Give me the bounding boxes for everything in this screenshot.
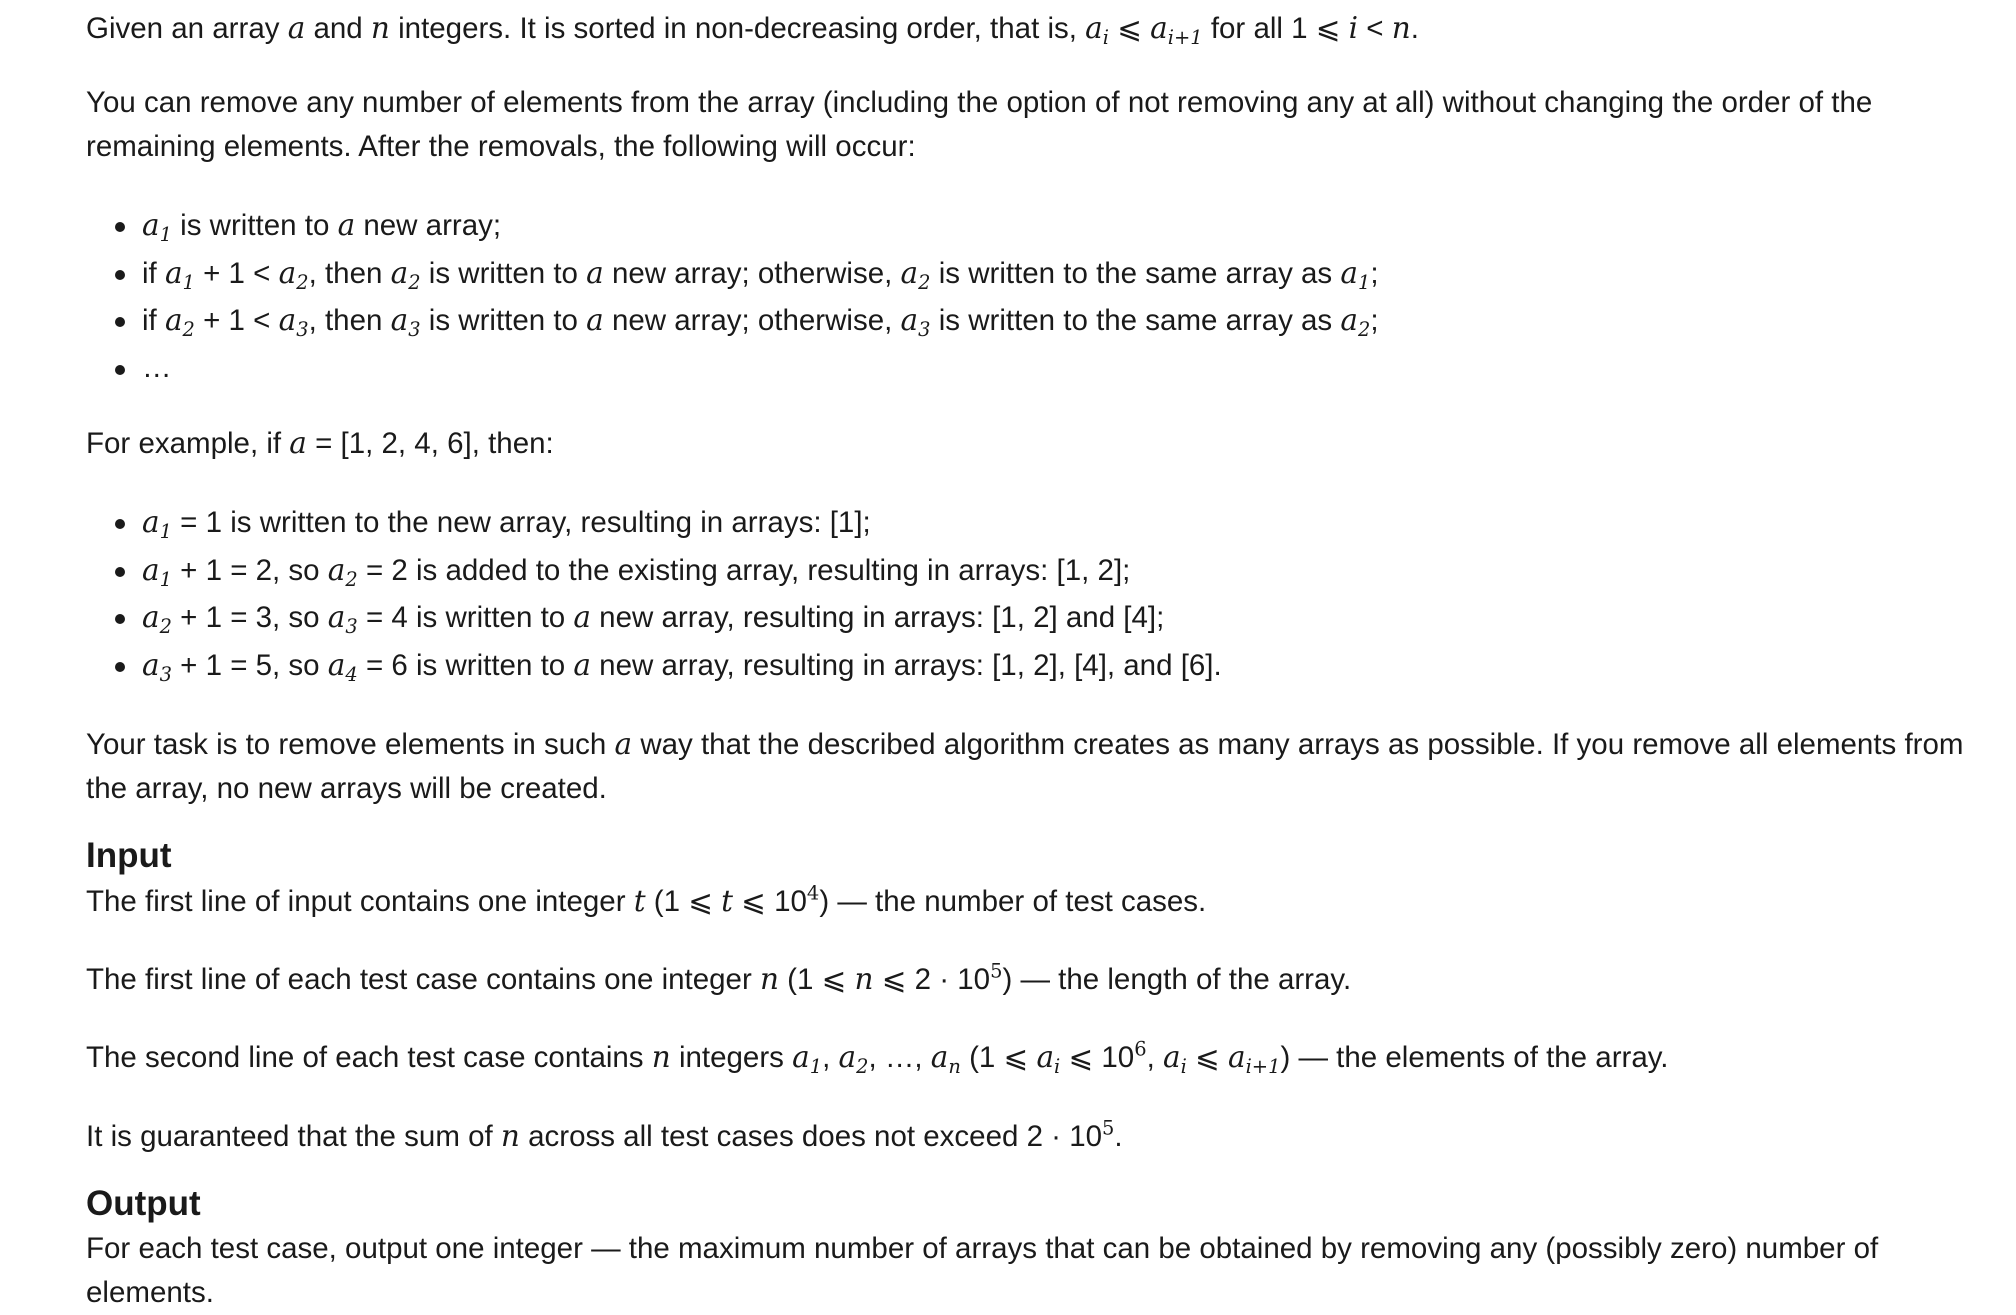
input-line-sum: It is guaranteed that the sum of n across all test cases does not exceed $2 \cdot 10^5$. [86, 1116, 1123, 1153]
example-lead: For example, if a = [1, 2, 4, 6], then: [86, 426, 554, 460]
intro-paragraph-1: Given an array a and n integers. It is sorted in non-decreasing order, that is, $a_i$ ⩽ $a_{i+1}$ for all 1 ⩽ i < n. [86, 11, 1419, 50]
example-step: $a_1 + 1 = 2$, so $a_2 = 2$ is added to the existing array, resulting in arrays: [1, 2]; [142, 547, 1996, 595]
rule-item: … [142, 345, 1996, 392]
output-heading: Output [86, 1184, 201, 1223]
example-step: $a_2 + 1 = 3$, so $a_3 = 4$ is written to a new array, resulting in arrays: [1, 2] and [4]; [142, 594, 1996, 642]
output-paragraph: For each test case, output one integer — the maximum number of arrays that can be obtained by removing any (possibly zero) number of elements. [86, 1232, 1879, 1309]
example-step: $a_1 = 1$ is written to the new array, resulting in arrays: [1]; [142, 499, 1996, 547]
input-heading: Input [86, 836, 172, 875]
rule-item: if $a_2 + 1 < a_3$, then $a_3$ is written to a new array; otherwise, $a_3$ is written to the same array as $a_2$; [142, 297, 1996, 345]
example-step: $a_3 + 1 = 5$, so $a_4 = 6$ is written to a new array, resulting in arrays: [1, 2], [4], and [6]. [142, 642, 1996, 690]
rule-item: if $a_1 + 1 < a_2$, then $a_2$ is written to a new array; otherwise, $a_2$ is written to the same array as $a_1$; [142, 250, 1996, 298]
task-paragraph: Your task is to remove elements in such a way that the described algorithm creates as many arrays as possible. If you remove all elements from the array, no new arrays will be created. [86, 727, 1964, 805]
input-line-n: The first line of each test case contains one integer n (1 ⩽ n ⩽ $2 \cdot 10^5$) — the length of the array. [86, 959, 1352, 996]
example-steps-list [86, 499, 1996, 689]
input-line-array: The second line of each test case contains n integers $a_1$, $a_2$, …, $a_n$ (1 ⩽ $a_i$ ⩽ $10^6$, $a_i$ ⩽ $a_{i+1}$) — the elements of the array. [86, 1037, 1669, 1079]
intro-paragraph-2: You can remove any number of elements from the array (including the option of not removing any at all) without changing the order of the remaining elements. After the removals, the following will occur: [86, 86, 1873, 163]
input-line-t: The first line of input contains one integer t (1 ⩽ t ⩽ $10^4$) — the number of test cases. [86, 881, 1207, 918]
rule-item: $a_1$ is written to a new array; [142, 202, 1996, 250]
rules-list [86, 202, 1996, 391]
